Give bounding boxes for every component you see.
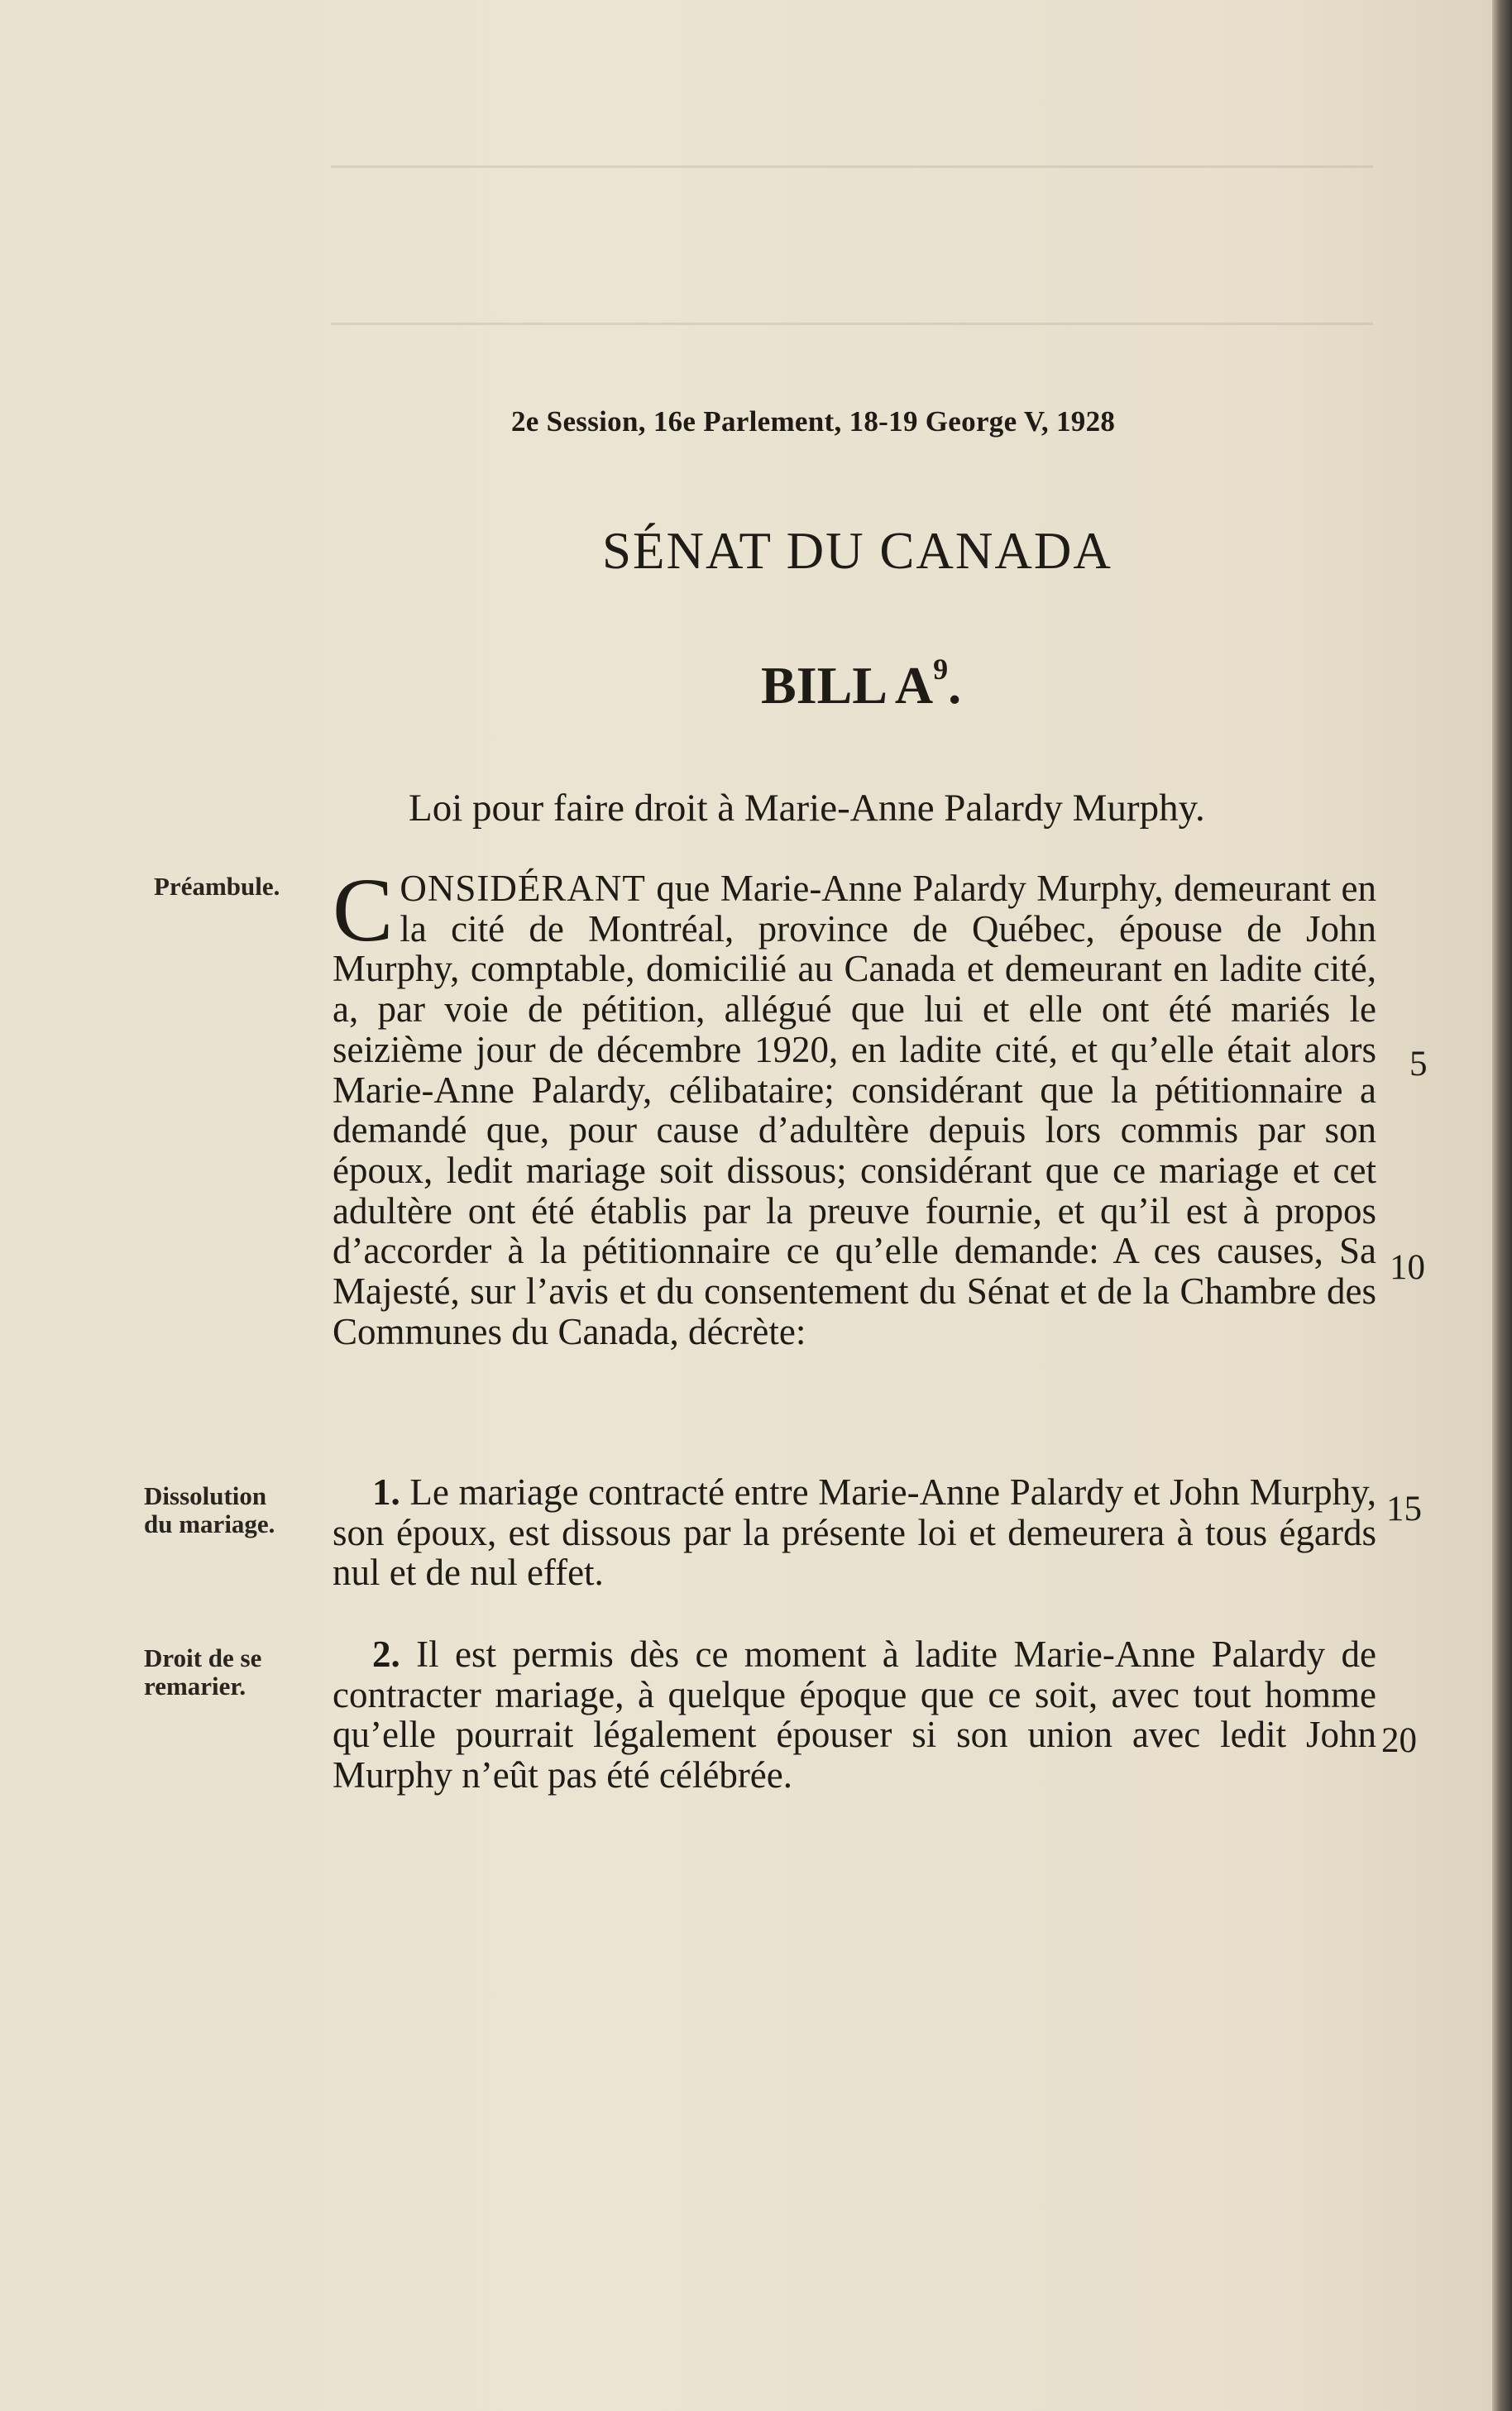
margin-note-preamble: Préambule. bbox=[154, 872, 280, 901]
section-2-text: Il est permis dès ce moment à ladite Marie-Anne Palardy de contracter mariage, à quelque époque que ce soit, avec tout homme qu’elle pourrait légalement épouser si son union avec ledit John Murphy n’eût pas été célébrée. bbox=[333, 1634, 1376, 1796]
preamble-lead: ONSIDÉRANT bbox=[400, 868, 646, 909]
line-number-5: 5 bbox=[1409, 1045, 1428, 1084]
preamble-text: que Marie-Anne Palardy Murphy, demeurant en la cité de Montréal, province de Québec, épouse de John Murphy, comptable, domicilié au Canada et demeurant en ladite cité, a, par voie de pétition, allégué que lui et elle ont été mariés le seizième jour de décembre 1920, en ladite cité, et qu’elle était alors Marie-Anne Palardy, célibataire; considérant que la pétitionnaire a demandé que, pour cause d’adultère depuis lors commis par son époux, ledit mariage soit dissous; considérant que ce mariage et cet adultère ont été établis par la preuve fournie, et qu’il est à propos d’accorder à la pétitionnaire ce qu’elle demande: A ces causes, Sa Majesté, sur l’avis et du consentement du Sénat et de la Chambre des Communes du Canada, décrète: bbox=[333, 868, 1376, 1352]
bill-label: BILL A bbox=[761, 656, 934, 715]
show-through-line bbox=[331, 323, 1373, 325]
preamble-paragraph bbox=[333, 859, 1376, 1352]
session-header: 2e Session, 16e Parlement, 18-19 George V, 1928 bbox=[511, 405, 1116, 438]
section-1-number: 1. bbox=[372, 1471, 400, 1513]
bill-number: 9 bbox=[933, 653, 949, 686]
bill-title bbox=[761, 655, 961, 716]
section-2-number: 2. bbox=[372, 1634, 400, 1675]
senate-title: SÉNAT DU CANADA bbox=[602, 522, 1112, 580]
margin-note-remarry: Droit de se remarier. bbox=[144, 1643, 262, 1701]
margin-note-dissolution: Dissolution du mariage. bbox=[144, 1481, 275, 1538]
line-number-20: 20 bbox=[1381, 1721, 1417, 1760]
dropcap: C bbox=[333, 859, 394, 960]
bill-subtitle: Loi pour faire droit à Marie-Anne Palardy Murphy. bbox=[409, 787, 1205, 830]
page-edge bbox=[1492, 0, 1512, 2411]
line-number-10: 10 bbox=[1390, 1248, 1425, 1287]
section-1 bbox=[333, 1472, 1376, 1593]
line-number-15: 15 bbox=[1386, 1490, 1422, 1528]
section-2 bbox=[333, 1634, 1376, 1796]
section-1-text: Le mariage contracté entre Marie-Anne Palardy et John Murphy, son époux, est dissous par la présente loi et demeurera à tous égards nul et de nul effet. bbox=[333, 1471, 1376, 1594]
show-through-line bbox=[331, 165, 1373, 168]
bill-period: . bbox=[948, 656, 962, 715]
